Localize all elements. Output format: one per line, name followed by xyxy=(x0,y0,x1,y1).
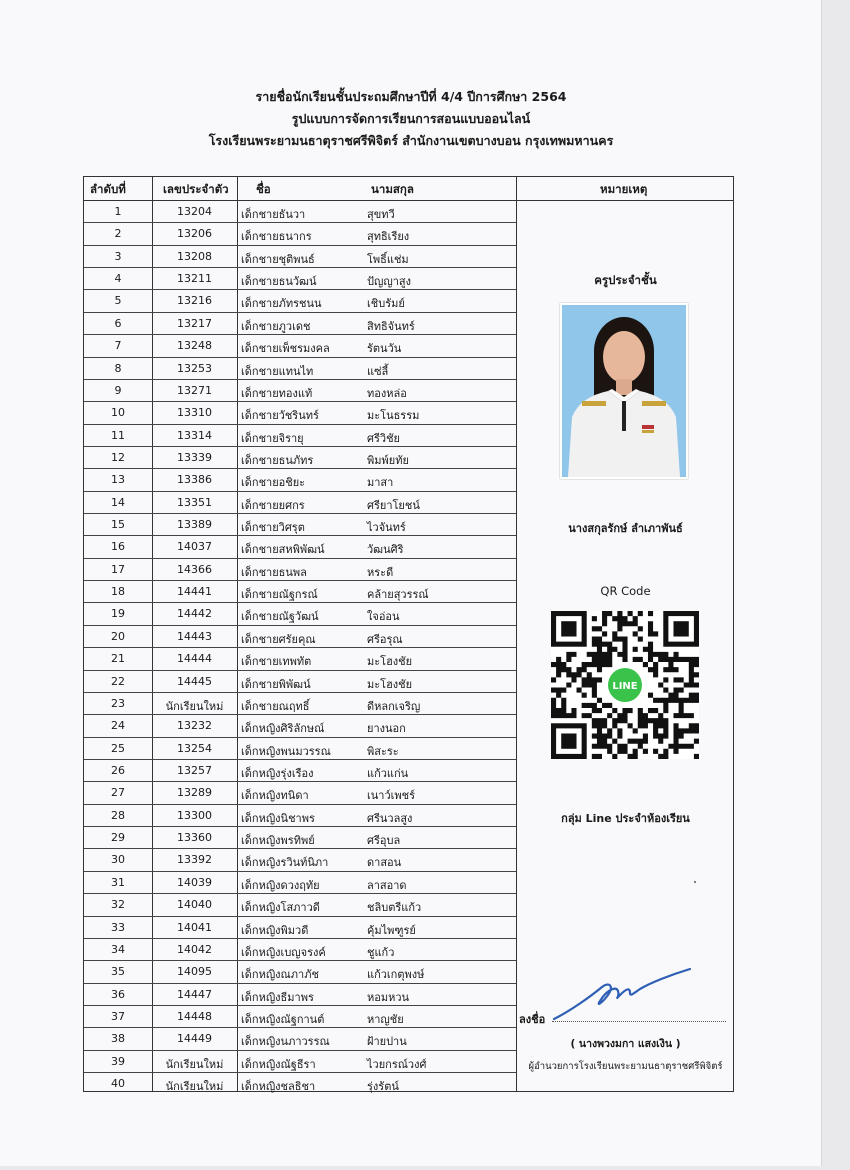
table-row xyxy=(84,917,516,939)
student-id: 13232 xyxy=(177,719,212,733)
student-id: 14042 xyxy=(177,942,212,956)
table-row xyxy=(84,380,516,402)
student-first-name: เด็กชายศรัยคุณ xyxy=(241,632,316,646)
student-last-name: คุ้มไพฑูรย์ xyxy=(367,923,416,937)
row-number: 15 xyxy=(111,518,125,532)
student-last-name: พิมพ์ยทัย xyxy=(367,453,409,467)
student-id: 14366 xyxy=(177,562,212,576)
director-signature xyxy=(550,961,700,1025)
table-row xyxy=(84,358,516,380)
row-number: 1 xyxy=(114,205,122,218)
table-row xyxy=(84,447,516,469)
table-row xyxy=(84,961,516,983)
student-first-name: เด็กชายวัชรินทร์ xyxy=(241,409,319,423)
student-first-name: เด็กหญิงณัฐธีรา xyxy=(241,1057,316,1071)
row-number: 25 xyxy=(111,741,125,755)
student-last-name: มะโฮงชัย xyxy=(367,655,413,669)
student-first-name: เด็กหญิงณภาภัช xyxy=(241,968,319,982)
student-id: 13206 xyxy=(177,227,212,241)
student-last-name: รุ่งรัตน์ xyxy=(367,1080,399,1094)
student-last-name: ศรีอุบล xyxy=(367,834,401,848)
row-number: 18 xyxy=(111,585,125,599)
student-id: นักเรียนใหม่ xyxy=(165,699,224,713)
table-row xyxy=(84,715,516,737)
student-first-name: เด็กหญิงพนมวรรณ xyxy=(241,744,331,758)
teacher-label: ครูประจำชั้น xyxy=(594,273,657,287)
row-number: 2 xyxy=(114,227,122,241)
table-row xyxy=(84,402,516,424)
row-number: 16 xyxy=(111,540,125,554)
student-id: 13389 xyxy=(177,518,212,532)
student-first-name: เด็กชายณฤทธิ์ xyxy=(241,699,310,713)
row-number: 17 xyxy=(111,562,125,576)
row-number: 36 xyxy=(111,987,125,1001)
student-first-name: เด็กชายแทนไท xyxy=(241,364,314,378)
student-last-name: ยางนอก xyxy=(367,722,406,736)
student-last-name: ไวจันทร์ xyxy=(367,521,406,535)
student-last-name: แซ่ลี้ xyxy=(367,364,389,378)
table-row xyxy=(84,1028,516,1050)
table-row xyxy=(84,782,516,804)
student-id: 13217 xyxy=(177,316,212,330)
student-last-name: แก้วแก่น xyxy=(367,766,409,780)
row-number: 21 xyxy=(111,652,125,666)
row-number: 3 xyxy=(114,249,122,263)
table-row xyxy=(84,872,516,894)
student-last-name: ปัญญาสูง xyxy=(367,275,411,289)
row-number: 19 xyxy=(111,607,125,621)
student-first-name: เด็กหญิงรวินท์นิภา xyxy=(241,856,329,870)
table-row xyxy=(84,492,516,514)
student-first-name: เด็กชายเทพทัต xyxy=(241,655,312,669)
table-row xyxy=(84,805,516,827)
student-first-name: เด็กหญิงดวงฤทัย xyxy=(241,878,320,892)
table-row xyxy=(84,939,516,961)
table-row xyxy=(84,760,516,782)
student-id: 14443 xyxy=(177,629,212,643)
student-id: 13386 xyxy=(177,473,212,487)
student-last-name: ลาสอาด xyxy=(367,878,407,892)
row-number: 28 xyxy=(111,808,125,822)
table-row xyxy=(84,335,516,357)
student-first-name: เด็กชายธนากร xyxy=(241,230,312,244)
student-last-name: มาสา xyxy=(367,476,394,490)
student-id: นักเรียนใหม่ xyxy=(165,1080,224,1094)
row-number: 23 xyxy=(111,696,125,710)
student-id: 13392 xyxy=(177,853,212,867)
student-id: 13271 xyxy=(177,383,212,397)
row-number: 39 xyxy=(111,1054,125,1068)
student-id: 14447 xyxy=(177,987,212,1001)
line-group-label: กลุ่ม Line ประจำห้องเรียน xyxy=(561,812,690,825)
student-last-name: ชูแก้ว xyxy=(367,945,395,959)
student-first-name: เด็กหญิงนภาวรรณ xyxy=(241,1035,330,1049)
row-number: 24 xyxy=(111,719,125,733)
student-first-name: เด็กหญิงนิชาพร xyxy=(241,811,315,825)
student-id: 14095 xyxy=(177,965,212,979)
student-first-name: เด็กชายสหพิพัฒน์ xyxy=(241,543,325,557)
student-id: 13257 xyxy=(177,763,212,777)
row-number: 20 xyxy=(111,629,125,643)
row-number: 6 xyxy=(114,316,122,330)
student-last-name: คล้ายสุวรรณ์ xyxy=(367,588,429,602)
row-number: 9 xyxy=(114,383,122,397)
signature-line xyxy=(552,1021,726,1022)
student-id: 14441 xyxy=(177,585,212,599)
row-number: 38 xyxy=(111,1032,125,1046)
table-row xyxy=(84,246,516,268)
header-line-2: รูปแบบการจัดการเรียนการสอนแบบออนไลน์ xyxy=(291,111,531,126)
row-number: 33 xyxy=(111,920,125,934)
table-row xyxy=(84,671,516,693)
table-row xyxy=(84,223,516,245)
student-first-name: เด็กหญิงโสภาวดี xyxy=(241,901,320,915)
student-first-name: เด็กหญิงชลธิชา xyxy=(241,1080,316,1094)
row-number: 8 xyxy=(114,361,122,375)
student-id: 14037 xyxy=(177,540,212,554)
student-first-name: เด็กหญิงณัฐกานต์ xyxy=(241,1012,325,1026)
student-first-name: เด็กชายณัฐวัฒน์ xyxy=(241,610,319,624)
director-position: ผู้อำนวยการโรงเรียนพระยามนธาตุราชศรีพิจิตร์ xyxy=(528,1061,723,1072)
student-id: 13289 xyxy=(177,786,212,800)
student-id: 13254 xyxy=(177,741,212,755)
line-logo-text: LINE xyxy=(612,681,638,692)
student-first-name: เด็กชายยศกร xyxy=(241,498,305,512)
header-line-1: รายชื่อนักเรียนชั้นประถมศึกษาปีที่ 4/4 ปีการศึกษา 2564 xyxy=(255,89,567,104)
col-header-first: ชื่อ xyxy=(256,182,271,196)
student-last-name: มะโฮงชัย xyxy=(367,677,413,691)
table-row xyxy=(84,894,516,916)
row-number: 5 xyxy=(114,294,122,308)
col-header-id: เลขประจำตัว xyxy=(163,182,229,196)
student-id: 13300 xyxy=(177,808,212,822)
table-row xyxy=(84,1073,516,1095)
student-last-name: สิทธิจันทร์ xyxy=(367,319,415,333)
student-last-name: ศรีอรุณ xyxy=(367,632,403,646)
student-first-name: เด็กหญิงพิมวดี xyxy=(241,923,309,937)
student-id: 14445 xyxy=(177,674,212,688)
student-id: 14444 xyxy=(177,652,212,666)
student-id: 14040 xyxy=(177,898,212,912)
student-first-name: เด็กหญิงพรทิพย์ xyxy=(241,834,315,848)
student-id: 14448 xyxy=(177,1009,212,1023)
row-number: 27 xyxy=(111,786,125,800)
row-number: 13 xyxy=(111,473,125,487)
student-last-name: เนาว์เพชร์ xyxy=(367,789,416,803)
student-first-name: เด็กชายจิรายุ xyxy=(241,431,304,445)
table-row xyxy=(84,603,516,625)
student-id: 13253 xyxy=(177,361,212,375)
student-id: 13204 xyxy=(177,205,212,218)
student-id: 13314 xyxy=(177,428,212,442)
table-row xyxy=(84,648,516,670)
student-last-name: หอมหวน xyxy=(367,990,410,1004)
table-row xyxy=(84,738,516,760)
table-row xyxy=(84,268,516,290)
document-header xyxy=(0,86,822,152)
table-row xyxy=(84,1051,516,1073)
student-last-name: หระดี xyxy=(367,565,394,579)
student-first-name: เด็กหญิงเบญจรงค์ xyxy=(241,945,326,959)
student-first-name: เด็กหญิงทนิดา xyxy=(241,789,309,803)
student-first-name: เด็กชายธันวา xyxy=(241,208,306,221)
row-number: 26 xyxy=(111,763,125,777)
remark-column xyxy=(516,201,735,1091)
student-first-name: เด็กชายวิศรุต xyxy=(241,521,305,535)
student-last-name: หาญชัย xyxy=(367,1012,404,1026)
row-number: 7 xyxy=(114,339,122,353)
row-number: 30 xyxy=(111,853,125,867)
table-row xyxy=(84,313,516,335)
student-id: 13360 xyxy=(177,831,212,845)
row-number: 22 xyxy=(111,674,125,688)
student-last-name: ศรียาโยชน์ xyxy=(367,498,420,512)
student-first-name: เด็กหญิงธีมาพร xyxy=(241,990,314,1004)
student-first-name: เด็กชายธนวัฒน์ xyxy=(241,275,317,289)
table-row xyxy=(84,984,516,1006)
student-last-name: ศรีวิชัย xyxy=(367,431,400,445)
director-name: ( นางพวงมกา แสงเงิน ) xyxy=(570,1038,681,1050)
row-number: 34 xyxy=(111,942,125,956)
student-last-name: ศรีนวลสูง xyxy=(367,811,413,825)
table-row xyxy=(84,290,516,312)
student-last-name: ชลิบตรีแก้ว xyxy=(367,901,422,915)
student-first-name: เด็กชายณัฐกรณ์ xyxy=(241,588,318,602)
student-id: 14442 xyxy=(177,607,212,621)
row-number: 4 xyxy=(114,272,122,286)
student-first-name: เด็กชายชุติพนธ์ xyxy=(241,252,315,266)
student-id: 14039 xyxy=(177,875,212,889)
student-first-name: เด็กหญิงรุ่งเรือง xyxy=(241,766,314,780)
student-id: 13351 xyxy=(177,495,212,509)
table-row xyxy=(84,559,516,581)
student-first-name: เด็กชายภูวเดช xyxy=(241,319,311,333)
row-number: 32 xyxy=(111,898,125,912)
table-row xyxy=(84,581,516,603)
student-last-name: สุขทวี xyxy=(367,208,395,221)
student-last-name: ทองหล่อ xyxy=(367,386,407,400)
table-row xyxy=(84,1006,516,1028)
table-row xyxy=(84,201,516,223)
row-number: 40 xyxy=(111,1077,125,1091)
student-last-name: แก้วเกตุพงษ์ xyxy=(367,968,425,982)
table-row xyxy=(84,827,516,849)
teacher-name: นางสกุลรักษ์ ลำเภาพันธ์ xyxy=(568,522,683,535)
student-first-name: เด็กชายธนพล xyxy=(241,565,307,579)
student-id: 13208 xyxy=(177,249,212,263)
line-qr-code[interactable] xyxy=(551,611,699,759)
student-last-name: ดาสอน xyxy=(367,856,402,870)
row-number: 31 xyxy=(111,875,125,889)
student-id: 14449 xyxy=(177,1032,212,1046)
col-header-remark: หมายเหตุ xyxy=(600,182,648,196)
table-row xyxy=(84,849,516,871)
student-last-name: ฝ้ายปาน xyxy=(367,1035,407,1049)
row-number: 37 xyxy=(111,1009,125,1023)
student-last-name: ดีหลกเจริญ xyxy=(367,699,421,713)
student-id: 13248 xyxy=(177,339,212,353)
student-id: 13211 xyxy=(177,272,212,286)
student-last-name: มะโนธรรม xyxy=(367,409,420,423)
table-header xyxy=(84,177,733,201)
student-id: 13216 xyxy=(177,294,212,308)
table-row xyxy=(84,425,516,447)
student-first-name: เด็กชายธนภัทร xyxy=(241,453,314,467)
student-last-name: สุทธิเรียง xyxy=(367,230,410,244)
student-id: นักเรียนใหม่ xyxy=(165,1057,224,1071)
student-last-name: วัฒนศิริ xyxy=(367,543,404,557)
row-number: 12 xyxy=(111,450,125,464)
sign-label: ลงชื่อ xyxy=(519,1013,546,1026)
table-body xyxy=(84,201,516,1095)
student-table xyxy=(83,176,734,1092)
student-last-name: เชิบรัมย์ xyxy=(367,297,405,311)
student-last-name: โพธิ์แช่ม xyxy=(367,252,409,266)
row-number: 29 xyxy=(111,831,125,845)
table-row xyxy=(84,693,516,715)
table-row xyxy=(84,469,516,491)
student-first-name: เด็กหญิงศิริลักษณ์ xyxy=(241,722,325,736)
row-number: 11 xyxy=(111,428,125,442)
student-last-name: พิสะระ xyxy=(367,744,399,758)
student-id: 13339 xyxy=(177,450,212,464)
col-header-no: ลำดับที่ xyxy=(90,182,126,196)
student-first-name: เด็กชายทองแท้ xyxy=(241,386,313,400)
row-number: 14 xyxy=(111,495,125,509)
table-row xyxy=(84,626,516,648)
student-first-name: เด็กชายเพ็ชรมงคล xyxy=(241,342,330,356)
row-number: 10 xyxy=(111,406,125,420)
student-first-name: เด็กชายอชิยะ xyxy=(241,476,306,490)
table-row xyxy=(84,514,516,536)
col-header-last: นามสกุล xyxy=(371,182,414,196)
qr-code-label: QR Code xyxy=(600,584,651,598)
student-id: 14041 xyxy=(177,920,212,934)
student-id: 13310 xyxy=(177,406,212,420)
student-last-name: ใจอ่อน xyxy=(367,610,400,624)
student-first-name: เด็กชายภัทรชนน xyxy=(241,297,322,311)
row-number: 35 xyxy=(111,965,125,979)
student-last-name: รัตนวัน xyxy=(367,342,402,356)
header-line-3: โรงเรียนพระยามนธาตุราชศรีพิจิตร์ สำนักงานเขตบางบอน กรุงเทพมหานคร xyxy=(208,133,614,148)
student-first-name: เด็กชายพิพัฒน์ xyxy=(241,677,311,691)
teacher-photo xyxy=(560,303,688,479)
table-row xyxy=(84,536,516,558)
student-last-name: ไวยกรณ์วงศ์ xyxy=(367,1057,427,1071)
